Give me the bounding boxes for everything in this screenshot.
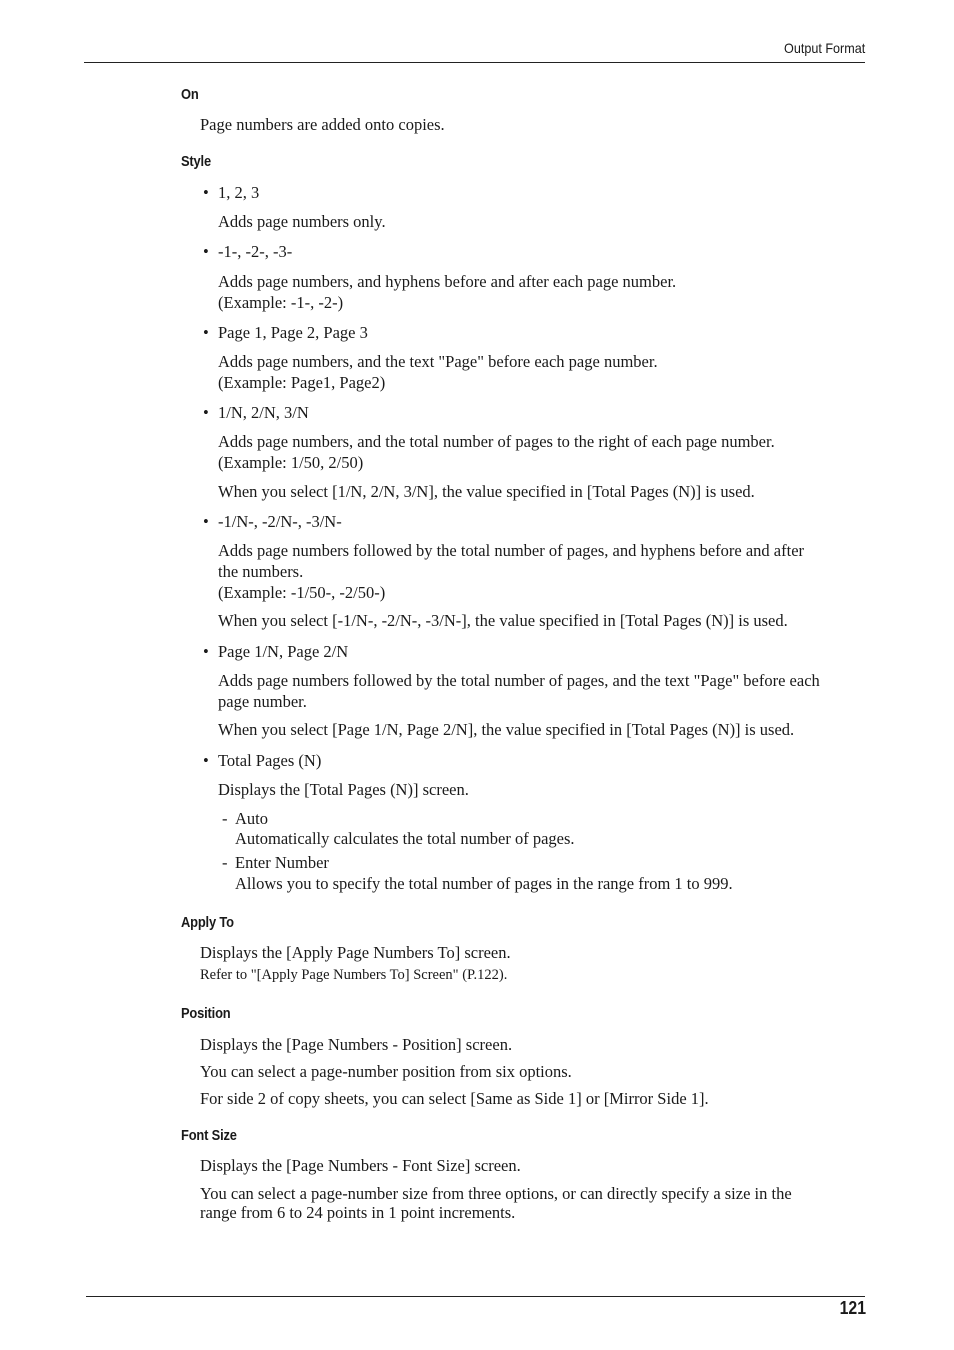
running-header: Output Format: [783, 40, 865, 56]
style-item-note: When you select [-1/N-, -2/N-, -3/N-], the value specified in [Total Pages (N)] is used.: [218, 611, 788, 630]
heading-style: Style: [181, 153, 211, 170]
sub-item-label: Auto: [235, 809, 268, 828]
apply-to-reference-link[interactable]: Refer to "[Apply Page Numbers To] Screen" (P.122).: [200, 967, 508, 983]
font-size-text: range from 6 to 24 points in 1 point increments.: [200, 1203, 516, 1222]
style-item-desc: Adds page numbers, and hyphens before and after each page number.: [218, 272, 677, 291]
heading-position: Position: [181, 1005, 231, 1022]
sub-item-label: Enter Number: [235, 853, 329, 872]
style-item-label: • Page 1, Page 2, Page 3: [218, 322, 368, 343]
header-rule: [84, 62, 865, 63]
style-item-label: • -1-, -2-, -3-: [218, 241, 292, 262]
style-item-example: (Example: -1/50-, -2/50-): [218, 583, 386, 602]
style-item-desc: Adds page numbers followed by the total number of pages, and hyphens before and after: [218, 541, 805, 560]
style-item-desc: Adds page numbers, and the total number of pages to the right of each page number.: [218, 432, 775, 451]
style-item-desc: the numbers.: [218, 562, 304, 581]
font-size-text: You can select a page-number size from three options, or can directly specify a size in the: [200, 1184, 792, 1203]
sub-item-desc: Automatically calculates the total number of pages.: [235, 829, 575, 848]
font-size-text: Displays the [Page Numbers - Font Size] screen.: [200, 1156, 521, 1175]
style-item-desc: Adds page numbers only.: [218, 212, 386, 231]
style-item-label: • Total Pages (N): [218, 750, 321, 771]
sub-item-dash: -: [222, 809, 228, 828]
style-item-label: • 1/N, 2/N, 3/N: [218, 402, 309, 423]
style-item-desc: page number.: [218, 692, 307, 711]
heading-apply-to: Apply To: [181, 914, 234, 931]
heading-font-size: Font Size: [181, 1127, 237, 1144]
sub-item-dash: -: [222, 853, 228, 872]
apply-to-text: Displays the [Apply Page Numbers To] screen.: [200, 943, 511, 962]
style-item-example: (Example: -1-, -2-): [218, 293, 344, 312]
style-item-desc: Displays the [Total Pages (N)] screen.: [218, 780, 469, 799]
style-item-example: (Example: 1/50, 2/50): [218, 453, 364, 472]
style-item-label: • -1/N-, -2/N-, -3/N-: [218, 511, 342, 532]
style-item-example: (Example: Page1, Page2): [218, 373, 386, 392]
heading-on: On: [181, 86, 199, 103]
position-text: Displays the [Page Numbers - Position] screen.: [200, 1035, 513, 1054]
style-item-note: When you select [Page 1/N, Page 2/N], the value specified in [Total Pages (N)] is used.: [218, 720, 795, 739]
style-item-note: When you select [1/N, 2/N, 3/N], the value specified in [Total Pages (N)] is used.: [218, 482, 755, 501]
position-text: You can select a page-number position from six options.: [200, 1062, 572, 1081]
sub-item-desc: Allows you to specify the total number of pages in the range from 1 to 999.: [235, 874, 733, 893]
style-item-desc: Adds page numbers, and the text "Page" before each page number.: [218, 352, 658, 371]
position-text: For side 2 of copy sheets, you can select [Same as Side 1] or [Mirror Side 1].: [200, 1089, 709, 1108]
style-item-desc: Adds page numbers followed by the total number of pages, and the text "Page" before each: [218, 671, 820, 690]
style-item-label: • Page 1/N, Page 2/N: [218, 641, 348, 662]
on-text: Page numbers are added onto copies.: [200, 115, 445, 134]
page-number: 121: [839, 1298, 866, 1318]
style-item-label: • 1, 2, 3: [218, 182, 259, 203]
footer-rule: [86, 1296, 865, 1297]
